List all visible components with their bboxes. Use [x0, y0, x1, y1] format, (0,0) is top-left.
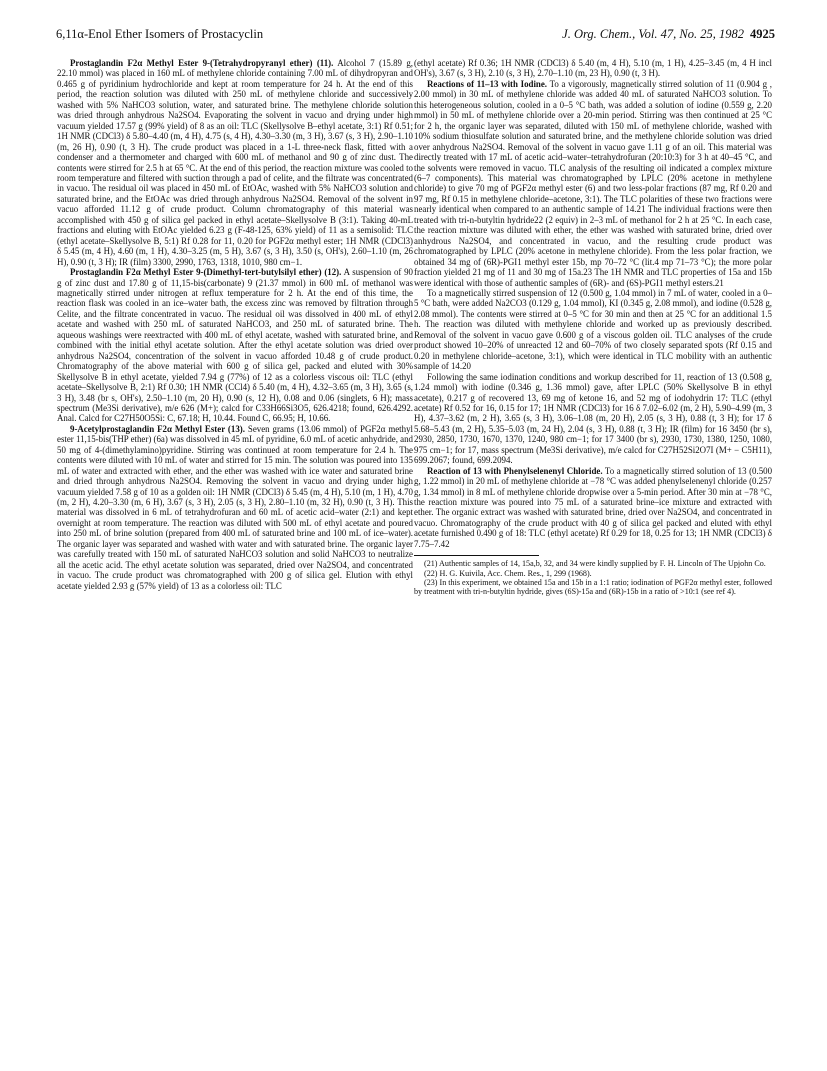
paragraph-body: Alcohol 7 (15.89 g, 22.10 mmol) was placed in 160 mL of methylene chloride containing 7.00 mL of dihydropyran and 0.465 g of pyridinium hydrochloride and kept at room temperature for 24 h. At the end of this period, the reaction solution was diluted with 250 mL of methylene chloride and successively washed with 5% NaHCO3 solution, water, and saturated brine. The methylene chloride solution was dried through anhydrous Na2SO4. Evaporating the solvent in vacuo and drying under high vacuum yielded 17.57 g (99% yield) of 8 as an oil: TLC (Skellysolve B–ethyl acetate, 3:1) Rf 0.51; 1H NMR (CDCl3) δ 5.80–4.40 (m, 4 H), 4.75 (s, 4 H), 4.30–3.30 (m, 3 H), 3.67 (s, 3 H), 2.90–1.10 (m, 26 H), 0.90 (t, 3 H). The crude product was placed in a 1-L three-neck flask, fitted with a condenser and a thermometer and charged with 600 mL of methanol and 90 g of zinc dust. The contents were stirred for 2.5 h at 65 °C. At the end of this period, the reaction mixture was cooled to room temperature and filtered with suction through a pad of celite, and the filtrate was concentrated in vacuo. The residual oil was placed in 450 mL of EtOAc, washed with 5% NaHCO3 solution and saturated brine, and the EtOAc was dried through anhydrous Na2SO4. Removal of the solvent in vacuo afforded 11.12 g of crude product. Column chromatography of this material was accomplished with 450 g of silica gel packed in ethyl acetate–Skellysolve B (3:1). Taking 40-mL fractions and eluting with EtOAc yielded 6.23 g (F-48-125, 63% yield) of 11 as a semisolid: TLC (ethyl acetate–Skellysolve B, 5:1) Rf 0.28 for 11, 0.20 for PGF2α methyl ester; 1H NMR (CDCl3) δ 5.45 (m, 4 H), 4.60 (m, 1 H), 4.30–3.25 (m, 5 H), 3.67 (s, 3 H), 3.50 (s, OH's), 2.60–1.10 (m, 26 H), 0.90 (t, 3 H); IR (film) 3300, 2990, 1763, 1318, 1010, 980 cm−1. [57, 58, 413, 267]
paragraph-body: A suspension of 90 g of zinc dust and 17.80 g of 11,15-bis(carbonate) 9 (21.37 mmol) in 600 mL of methanol was magnetically stirred under nitrogen at reflux temperature for 2 h. At the end of this time, the reaction flask was cooled in an ice–water bath, the excess zinc was removed by filtration through Celite, and the filtrate concentrated in vacuo. The residual oil was dissolved in 400 mL of ethyl acetate and washed with 250 mL of saturated NaHCO3, and 250 mL of saturated brine. The aqueous washings were reextracted with 400 mL of ethyl acetate, washed with saturated brine, and combined with the initial ethyl acetate solution. After the ethyl acetate solution was dried over anhydrous Na2SO4, concentration of the solvent in vacuo afforded 10.48 g of crude product. Chromatography of the above material with 600 g of silica gel, packed and eluted with 30% Skellysolve B in ethyl acetate, yielded 7.94 g (77%) of 12 as a colorless viscous oil: TLC (ethyl acetate–Skellysolve B, 2:1) Rf 0.30; 1H NMR (CCl4) δ 5.40 (m, 4 H), 4.32–3.65 (m, 3 H), 3.65 (s, 3 H), 3.48 (br s, OH's), 2.50–1.10 (m, 20 H), 0.90 (s, 12 H), 0.08 and 0.06 (singlets, 6 H); mass spectrum (Me3Si derivative), m/e 626 (M+); calcd for C33H66Si3O5, 626.4218; found, 626.4292. Anal. Calcd for C27H50O5Si: C, 67.18; H, 10.44. Found C, 66.95; H, 10.66. [57, 267, 413, 424]
footnote-22: (22) H. G. Kuivila, Acc. Chem. Res., 1, 299 (1968). [424, 568, 592, 578]
paragraph-continued: (ethyl acetate) Rf 0.36; 1H NMR (CDCl3) δ 5.40 (m, 4 H), 5.10 (m, 1 H), 4.25–3.45 (m, 4 H incl OH's), 3.67 (s, 3 H), 2.10 (s, 3 H), 2.70–1.10 (m, 23 H), 0.90 (t, 3 H). [414, 58, 772, 79]
paragraph-compound-13 [57, 424, 413, 591]
paragraph-phenylselenenyl [414, 466, 772, 550]
section-heading: Prostaglandin F2α Methyl Ester 9-(Tetrahydropyranyl ether) (11). [70, 58, 334, 68]
footnotes [414, 559, 772, 596]
section-heading: Reactions of 11–13 with Iodine. [427, 78, 548, 89]
journal-name: J. Org. Chem., Vol. 47, No. 25, 1982 [562, 27, 744, 41]
paragraph-compound-12-iodination: To a magnetically stirred suspension of 12 (0.500 g, 1.04 mmol) in 7 mL of water, cooled in a 0–5 °C bath, were added Na2CO3 (0.129 g, 1.04 mmol), KI (0.345 g, 2.08 mmol), and iodine (0.528 g, 2.08 mmol). The contents were stirred at 0–5 °C for 30 min and then at 25 °C for an additional 1.5 h. The reaction was diluted with methylene chloride and worked up as previously described. Removal of the solvent in vacuo gave 0.600 g of a viscous golden oil. TLC analyses of the crude product showed 10–20% of unreacted 12 and 60–70% of two closely separated spots (Rf 0.15 and 0.20 in methylene chloride–acetone, 3:1), which were identical in TLC mobility with an authentic sample of 14.20 [414, 287, 772, 372]
page-number: 4925 [750, 27, 775, 41]
footnote-divider [414, 555, 539, 556]
section-heading: Prostaglandin F2α Methyl Ester 9-(Dimethyl-tert-butylsilyl ether) (12). [70, 267, 342, 278]
journal-citation [562, 27, 775, 42]
paragraph-compound-13-iodination: Following the same iodination conditions and workup described for 11, reaction of 13 (0.508 g, 1.24 mmol) with iodine (0.346 g, 1.36 mmol) gave, after LPLC (50% Skellysolve B in ethyl acetate), 0.217 g of recovered 13, 69 mg of ketone 16, and 52 mg of iodohydrin 17: TLC (ethyl acetate) Rf 0.52 for 16, 0.15 for 17; 1H NMR (CDCl3) for 16 δ 7.02–6.02 (m, 2 H), 5.90–4.99 (m, 3 H), 4.37–3.62 (m, 2 H), 3.65 (s, 3 H), 3.06–1.08 (m, 20 H), 2.05 (s, 3 H), 0.88 (t, 3 H); for 17 δ 5.68–5.43 (m, 2 H), 5.35–5.03 (m, 24 H), 2.04 (s, 3 H), 0.88 (t, 3 H); IR (film) for 16 3450 (br s), 2930, 2850, 1730, 1670, 1370, 1240, 980 cm−1; for 17 3400 (br s), 2930, 1730, 1380, 1250, 1080, 975 cm−1; for 17, mass spectrum (Me3Si derivative), m/e calcd for C27H52Si2O7I (M+ − C5H11), 699.2067; found, 699.2094. [414, 371, 772, 466]
paragraph-body: Seven grams (13.06 mmol) of PGF2α methyl ester 11,15-bis(THP ether) (6a) was dissolved in 45 mL of pyridine, 6.0 mL of acetic anhydride, and 50 mg of 4-(dimethylamino)pyridine. Stirring was continued at room temperature for 2.4 h. The contents were diluted with 10 mL of water and stirred for 15 min. The solution was poured into 135 mL of water and extracted with ether, and the ether was washed with ice water and saturated brine and dried through anhydrous Na2SO4. Removing the solvent in vacuo and drying under high vacuum yielded 7.58 g of 10 as a golden oil: 1H NMR (CDCl3) δ 5.45 (m, 4 H), 5.10 (m, 1 H), 4.70 (m, 2 H), 4.20–3.30 (m, 6 H), 3.67 (s, 3 H), 2.05 (s, 3 H), 2.80–1.10 (m, 32 H), 0.90 (t, 3 H). This material was dissolved in 6 mL of tetrahydrofuran and 60 mL of acetic acid–water (2:1) and kept overnight at room temperature. The reaction was diluted with 500 mL of ethyl acetate and poured into 250 mL of brine solution (prepared from 400 mL of saturated brine and 100 mL of ice–water). The organic layer was separated and washed with water and with saturated brine. The organic layer was carefully treated with 150 mL of saturated NaHCO3 solution and solid NaHCO3 to neutralize all the acetic acid. The ethyl acetate solution was separated, dried over Na2SO4, and concentrated in vacuo. The crude product was chromatographed with 200 g of silica gel. Elution with ethyl acetate yielded 2.93 g (57% yield) of 13 as a colorless oil: TLC [57, 423, 413, 591]
right-column [414, 58, 772, 596]
paragraph-compound-12 [57, 267, 413, 424]
paragraph-compound-11 [57, 58, 413, 267]
running-header [56, 27, 775, 45]
paragraph-iodine-reactions [414, 79, 772, 288]
section-heading: 9-Acetylprostaglandin F2α Methyl Ester (13). [70, 423, 245, 434]
left-column [57, 58, 413, 591]
section-heading: Reaction of 13 with Phenylselenenyl Chloride. [427, 465, 603, 476]
paragraph-body: To a vigorously, magnetically stirred solution of 11 (0.904 g , 2.00 mmol) in 30 mL of methylene chloride was added 40 mL of saturated NaHCO3 solution. To this heterogeneous solution, cooled in a 0–5 °C bath, was added a solution of iodine (0.559 g, 2.20 mmol) in 50 mL of methylene chloride over a 20-min period. Stirring was then continued at 25 °C for 2 h, the organic layer was separated, diluted with 150 mL of methylene chloride, washed with 10% sodium thiosulfate solution and saturated brine, and the methylene chloride solution was dried over anhydrous Na2SO4. Removal of the solvent in vacuo gave 1.11 g of an oil. This material was directly treated with 17 mL of acetic acid–water–tetrahydrofuran (20:10:3) for 3 h at 40–45 °C, and the solvents were removed in vacuo. TLC analysis of the resulting oil indicated a complex mixture (6–7 components). This material was chromatographed by LPLC (20% acetone in methylene chloride) to give 70 mg of PGF2α methyl ester (6) and two less-polar fractions (87 mg, Rf 0.20 and 97 mg, Rf 0.15 in methylene chloride–acetone, 3:1). The TLC polarities of these two fractions were nearly identical when compared to an authentic sample of 14.21 The individual fractions were then treated with tri-n-butyltin hydride22 (2 equiv) in 2–3 mL of methanol for 2 h at 25 °C. In each case, the reaction mixture was diluted with ether, the ether was washed with saturated brine, dried over anhydrous Na2SO4, and concentrated in vacuo, and the resulting crude product was chromatographed by LPLC (20% acetone in methylene chloride). From the less polar fraction, we obtained 34 mg of (6R)-PGI1 methyl ester 15b, mp 70–72 °C (lit.4 mp 71–73 °C); the more polar fraction yielded 21 mg of 11 and 30 mg of 15a.23 The 1H NMR and TLC properties of 15a and 15b were identical with those of authentic samples of (6R)- and (6S)-PGI1 methyl esters.21 [414, 78, 773, 288]
footnote-21: (21) Authentic samples of 14, 15a,b, 32, and 34 were kindly supplied by F. H. Lincoln of The Upjohn Co. [424, 559, 766, 569]
footnote-23: (23) In this experiment, we obtained 15a and 15b in a 1:1 ratio; iodination of PGF2α methyl ester, followed by treatment with tri-n-butyltin hydride, gives (6S)-15a and (6R)-15b in a ratio of >10:1 (see ref 4). [414, 577, 772, 597]
paragraph-body: To a magnetically stirred solution of 13 (0.500 g, 1.22 mmol) in 20 mL of methylene chloride at −78 °C was added phenylselenenyl chloride (0.257 g, 1.34 mmol) in 8 mL of methylene chloride dropwise over a 5-min period. After 30 min at −78 °C, the reaction mixture was poured into 75 mL of a saturated brine–ice mixture and extracted with ether. The organic extract was washed with saturated brine, dried over Na2SO4, and concentrated in vacuo. Chromatography of the crude product with 40 g of silica gel packed and eluted with ethyl acetate furnished 0.490 g of 18: TLC (ethyl acetate) Rf 0.29 for 18, 0.25 for 13; 1H NMR (CDCl3) δ 7.75–7.42 [414, 465, 773, 549]
running-title: 6,11α-Enol Ether Isomers of Prostacyclin [56, 27, 264, 41]
